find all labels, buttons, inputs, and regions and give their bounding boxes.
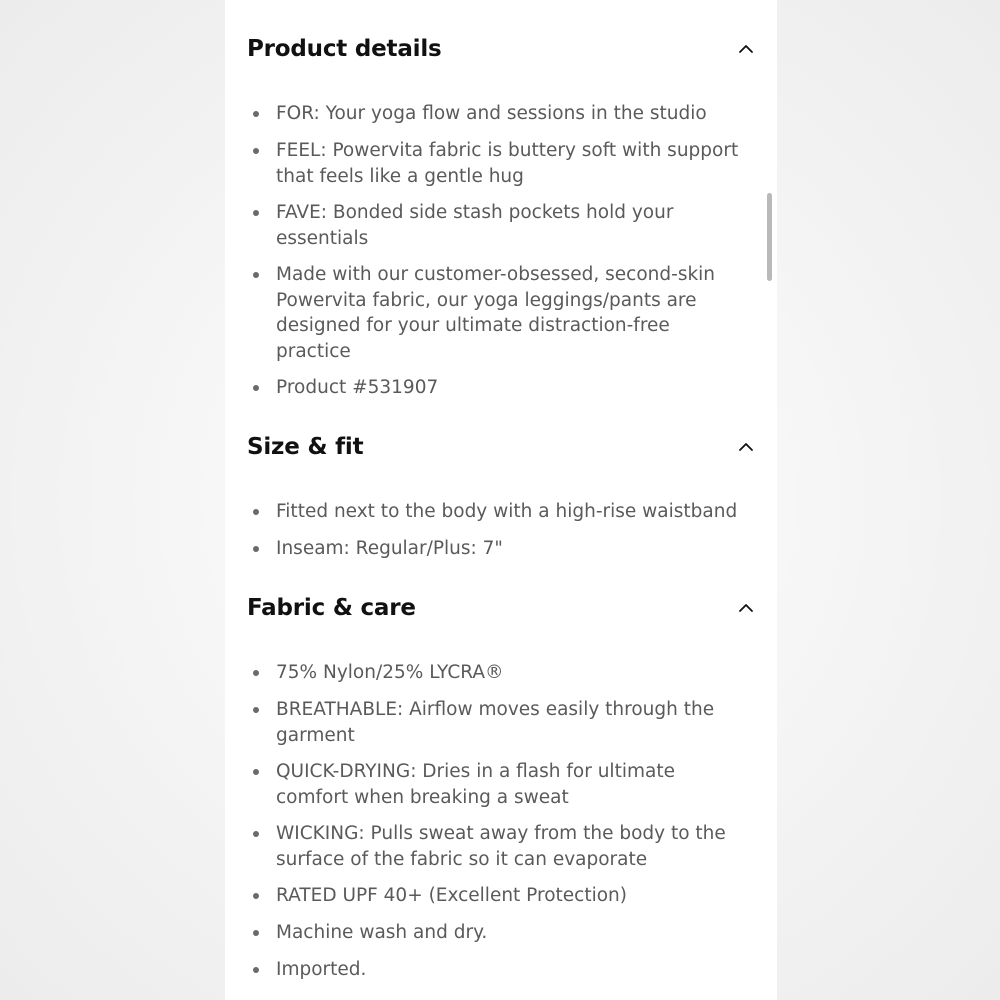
- list-item: Machine wash and dry.: [253, 920, 743, 946]
- list-item: Inseam: Regular/Plus: 7": [253, 536, 743, 562]
- list-item: WICKING: Pulls sweat away from the body to the surface of the fabric so it can evaporate: [253, 821, 743, 872]
- product-details-header[interactable]: [247, 36, 757, 62]
- list-item: RATED UPF 40+ (Excellent Protection): [253, 883, 743, 909]
- fabric-care-title: Fabric & care: [247, 595, 416, 621]
- list-item: Imported.: [253, 957, 743, 983]
- chevron-up-icon[interactable]: [735, 597, 757, 619]
- chevron-up-icon[interactable]: [735, 436, 757, 458]
- list-item: QUICK-DRYING: Dries in a flash for ultimate comfort when breaking a sweat: [253, 759, 743, 810]
- product-details-title: Product details: [247, 36, 442, 62]
- size-fit-title: Size & fit: [247, 434, 364, 460]
- list-item: Made with our customer-obsessed, second-skin Powervita fabric, our yoga leggings/pants are designed for your ultimate distraction-free practice: [253, 262, 743, 364]
- scrollbar-thumb[interactable]: [767, 193, 772, 281]
- list-item: FAVE: Bonded side stash pockets hold your essentials: [253, 200, 743, 251]
- list-item: FEEL: Powervita fabric is buttery soft with support that feels like a gentle hug: [253, 138, 743, 189]
- list-item: BREATHABLE: Airflow moves easily through the garment: [253, 697, 743, 748]
- list-item: Fitted next to the body with a high-rise waistband: [253, 499, 743, 525]
- chevron-up-icon[interactable]: [735, 38, 757, 60]
- list-item: FOR: Your yoga flow and sessions in the studio: [253, 101, 743, 127]
- size-fit-header[interactable]: [247, 434, 757, 460]
- list-item: Product #531907: [253, 375, 743, 401]
- fabric-care-header[interactable]: [247, 595, 757, 621]
- list-item: 75% Nylon/25% LYCRA®: [253, 660, 743, 686]
- product-info-panel: [225, 0, 777, 1000]
